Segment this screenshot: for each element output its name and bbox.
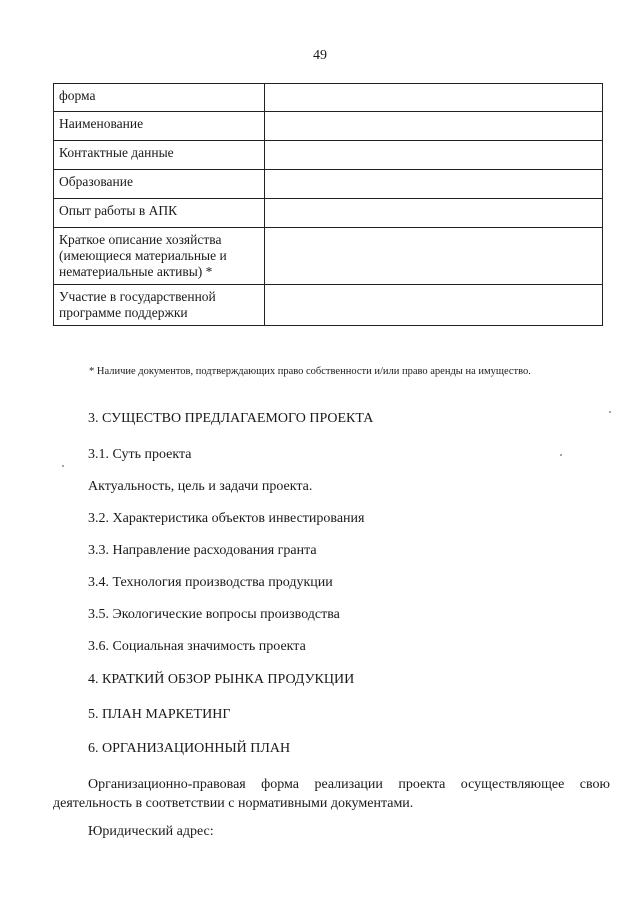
table-cell-label: форма (54, 84, 265, 112)
table-cell-label: Образование (54, 170, 265, 199)
table-row (54, 199, 603, 228)
applicant-info-table (53, 83, 603, 326)
scan-speck (62, 465, 64, 467)
table-row (54, 84, 603, 112)
section-5-heading: 5. ПЛАН МАРКЕТИНГ (88, 707, 231, 722)
table-row (54, 285, 603, 326)
table-cell-value (265, 285, 603, 326)
footnote: * Наличие документов, подтверждающих право собственности и/или право аренды на имущество. (89, 366, 531, 377)
section-3-1-text: Актуальность, цель и задачи проекта. (88, 479, 313, 494)
legal-address-label: Юридический адрес: (88, 824, 214, 839)
section-4-heading: 4. КРАТКИЙ ОБЗОР РЫНКА ПРОДУКЦИИ (88, 672, 355, 687)
section-3-3-heading: 3.3. Направление расходования гранта (88, 543, 317, 558)
section-6-text: Организационно-правовая форма реализации проекта осуществляющее свою деятельность в соответствии с нормативными документами. (53, 777, 610, 811)
table-cell-value (265, 228, 603, 285)
section-3-2-heading: 3.2. Характеристика объектов инвестирования (88, 511, 365, 526)
table-row (54, 141, 603, 170)
scan-speck (560, 454, 562, 456)
table-cell-label: Опыт работы в АПК (54, 199, 265, 228)
section-3-heading: 3. СУЩЕСТВО ПРЕДЛАГАЕМОГО ПРОЕКТА (88, 411, 374, 426)
table-row (54, 170, 603, 199)
section-3-1-heading: 3.1. Суть проекта (88, 447, 192, 462)
table-cell-value (265, 112, 603, 141)
table-cell-label: Наименование (54, 112, 265, 141)
table-cell-value (265, 199, 603, 228)
table-cell-label: Контактные данные (54, 141, 265, 170)
table-row (54, 228, 603, 285)
section-6-heading: 6. ОРГАНИЗАЦИОННЫЙ ПЛАН (88, 741, 291, 756)
table-row (54, 112, 603, 141)
table-cell-value (265, 170, 603, 199)
table-cell-value (265, 84, 603, 112)
table-cell-value (265, 141, 603, 170)
table-cell-label: Участие в государственной программе поддержки (54, 285, 265, 326)
section-3-4-heading: 3.4. Технология производства продукции (88, 575, 333, 590)
section-3-6-heading: 3.6. Социальная значимость проекта (88, 639, 306, 654)
scan-speck (609, 411, 611, 413)
page-number: 49 (313, 48, 327, 63)
section-3-5-heading: 3.5. Экологические вопросы производства (88, 607, 340, 622)
table-cell-label: Краткое описание хозяйства (имеющиеся материальные и нематериальные активы) * (54, 228, 265, 285)
